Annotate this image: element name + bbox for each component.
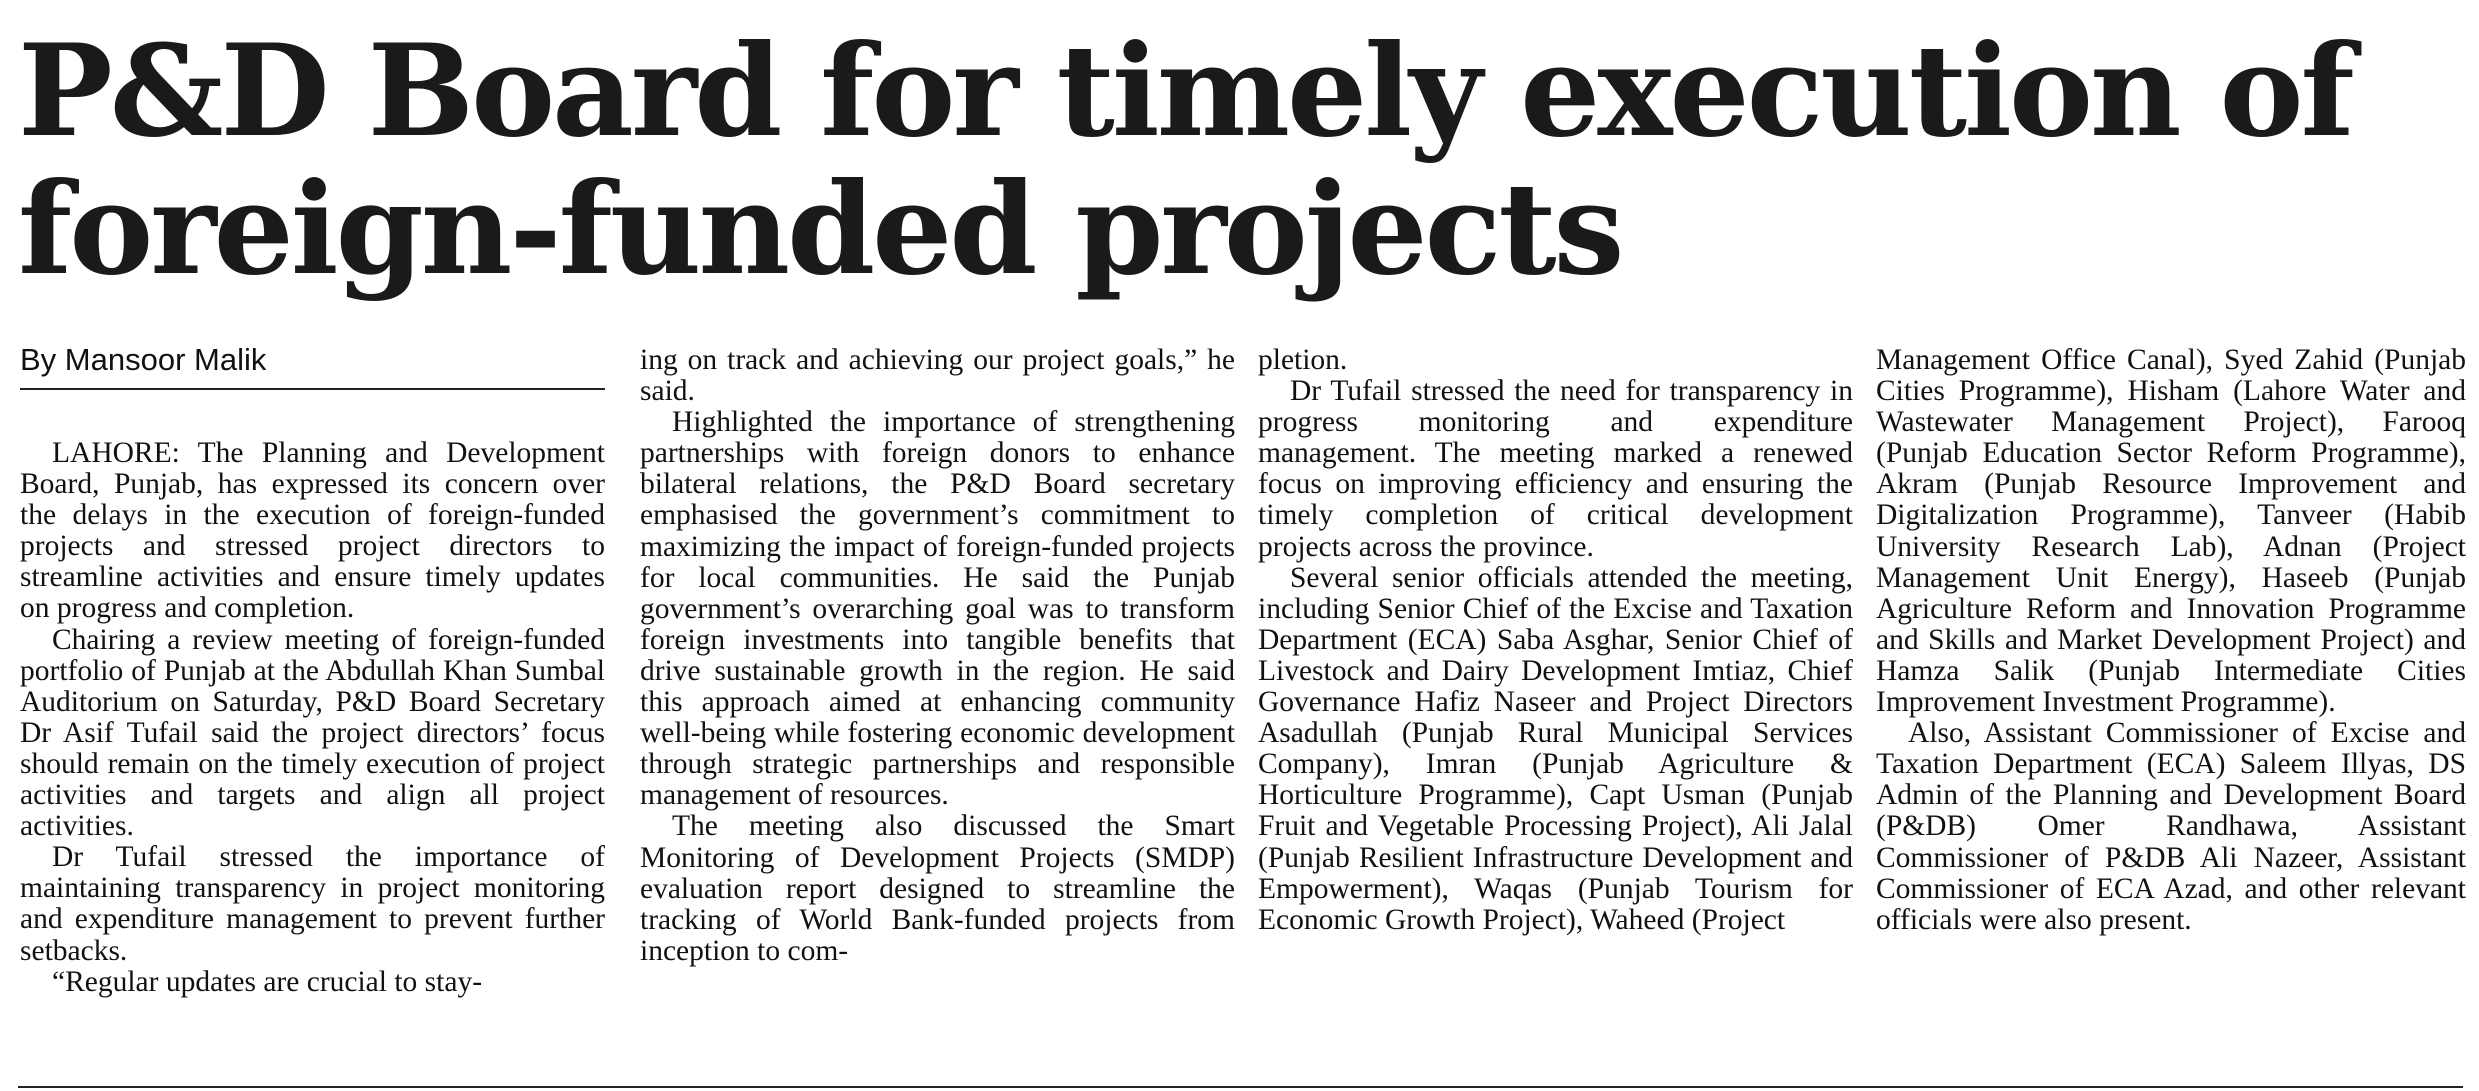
paragraph: Several senior officials attended the meeting, including Senior Chief of the Excise and Taxation Department (ECA) Saba Asghar, Senior Chief of Livestock and Dairy Development Imtiaz, Chief Governance Hafiz Naseer and Project Directors Asadullah (Punjab Rural Municipal Services Company), Imran (Punjab Agriculture & Horticulture Programme), Capt Usman (Punjab Fruit and Vegetable Processing Project), Ali Jalal (Punjab Resilient Infrastructure Development and Empowerment), Waqas (Punjab Tourism for Economic Growth Project), Waheed (Project bbox=[1258, 561, 1853, 936]
article-headline: P&D Board for timely execution of foreign-funded projects bbox=[18, 17, 2352, 303]
paragraph: Chairing a review meeting of foreign-funded portfolio of Punjab at the Abdullah Khan Sumbal Auditorium on Saturday, P&D Board Secretary Dr Asif Tufail said the project directors’ focus should remain on the timely execution of project activities and targets and align all project activities. bbox=[20, 623, 605, 843]
paragraph: Highlighted the importance of strengthening partnerships with foreign donors to enhance bilateral relations, the P&D Board secretary emphasised the government’s commitment to maximizing the impact of foreign-funded projects for local communities. He said the Punjab government’s overarching goal was to transform foreign investments into tangible benefits that drive sustainable growth in the region. He said this approach aimed at enhancing community well-being while fostering economic development through strategic partnerships and responsible management of resources. bbox=[640, 406, 1235, 812]
paragraph-continued: Management Office Canal), Syed Zahid (Punjab Cities Programme), Hisham (Lahore Water and Wastewater Management Project), Farooq (Punjab Education Sector Reform Programme), Akram (Punjab Resource Improvement and Digitalization Programme), Tanveer (Habib University Research Lab), Adnan (Project Management Unit Energy), Haseeb (Punjab Agriculture Reform and Innovation Programme and Skills and Market Development Project) and Hamza Salik (Punjab Intermediate Cities Improvement Investment Programme). bbox=[1876, 344, 2466, 719]
paragraph: Dr Tufail stressed the need for transparency in progress monitoring and expenditure management. The meeting marked a renewed focus on improving efficiency and ensuring the timely completion of critical development projects across the province. bbox=[1258, 375, 1853, 563]
paragraph-continued: ing on track and achieving our project goals,” he said. bbox=[640, 344, 1235, 408]
article-column-4 bbox=[1876, 345, 2466, 936]
paragraph-continued: pletion. bbox=[1258, 344, 1348, 376]
article-column-1 bbox=[20, 438, 605, 998]
paragraph: “Regular updates are crucial to stay- bbox=[52, 965, 483, 998]
paragraph: Also, Assistant Commissioner of Excise and Taxation Department (ECA) Saleem Illyas, DS Admin of the Planning and Development Board (P&DB) Omer Randhawa, Assistant Commissioner of P&DB Ali Nazeer, Assistant Commissioner of ECA Azad, and other relevant officials were also present. bbox=[1876, 717, 2466, 936]
article-byline: By Mansoor Malik bbox=[20, 342, 605, 390]
article-column-2 bbox=[640, 345, 1235, 967]
bottom-rule bbox=[18, 1086, 2463, 1088]
paragraph: LAHORE: The Planning and Development Board, Punjab, has expressed its concern over the delays in the execution of foreign-funded projects and stressed project directors to streamline activities and ensure timely updates on progress and completion. bbox=[20, 437, 605, 625]
paragraph: The meeting also discussed the Smart Monitoring of Development Projects (SMDP) evaluation report designed to streamline the tracking of World Bank-funded projects from inception to com- bbox=[640, 810, 1235, 967]
article-column-3 bbox=[1258, 345, 1853, 936]
paragraph: Dr Tufail stressed the importance of maintaining transparency in project monitoring and expenditure management to prevent further setbacks. bbox=[20, 841, 605, 967]
